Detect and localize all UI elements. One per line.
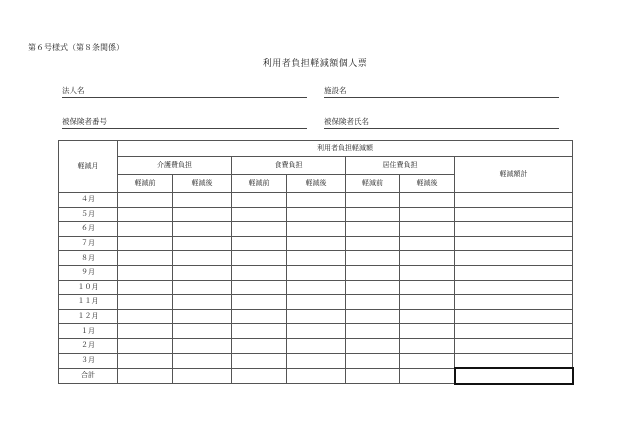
total-reduction-cell[interactable]: [455, 222, 573, 237]
amount-cell[interactable]: [232, 222, 287, 237]
amount-cell[interactable]: [346, 353, 400, 368]
amount-cell[interactable]: [400, 251, 455, 266]
amount-cell[interactable]: [287, 222, 346, 237]
amount-cell[interactable]: [400, 295, 455, 310]
amount-cell[interactable]: [173, 222, 232, 237]
amount-cell[interactable]: [232, 338, 287, 353]
total-reduction-cell[interactable]: [455, 207, 573, 222]
amount-cell[interactable]: [346, 295, 400, 310]
amount-cell[interactable]: [118, 236, 173, 251]
amount-cell[interactable]: [173, 309, 232, 324]
month-row: [59, 236, 573, 251]
month-label: ５月: [59, 207, 118, 222]
amount-cell[interactable]: [346, 207, 400, 222]
amount-cell[interactable]: [287, 368, 346, 384]
insured-name-field[interactable]: [324, 116, 559, 129]
total-reduction-header: 軽減額計: [455, 157, 573, 193]
amount-cell[interactable]: [287, 324, 346, 339]
month-label: ３月: [59, 353, 118, 368]
amount-cell[interactable]: [118, 222, 173, 237]
total-label: 合計: [59, 368, 118, 384]
amount-cell[interactable]: [118, 368, 173, 384]
amount-cell[interactable]: [118, 295, 173, 310]
amount-cell[interactable]: [287, 207, 346, 222]
amount-cell[interactable]: [287, 251, 346, 266]
amount-cell[interactable]: [173, 280, 232, 295]
amount-cell[interactable]: [232, 236, 287, 251]
amount-cell[interactable]: [346, 368, 400, 384]
amount-cell[interactable]: [400, 222, 455, 237]
before-header: 軽減前: [118, 175, 173, 193]
amount-cell[interactable]: [346, 251, 400, 266]
amount-cell[interactable]: [400, 353, 455, 368]
corporation-label: 法人名: [62, 86, 85, 95]
amount-cell[interactable]: [173, 353, 232, 368]
month-label: ８月: [59, 251, 118, 266]
amount-cell[interactable]: [400, 265, 455, 280]
amount-cell[interactable]: [287, 353, 346, 368]
amount-cell[interactable]: [400, 236, 455, 251]
amount-cell[interactable]: [346, 280, 400, 295]
group-header: 利用者負担軽減額: [118, 141, 573, 157]
amount-cell[interactable]: [173, 338, 232, 353]
amount-cell[interactable]: [118, 324, 173, 339]
month-label: ９月: [59, 265, 118, 280]
month-row: [59, 338, 573, 353]
form-number: 第６号様式（第８条関係）: [28, 43, 124, 52]
total-reduction-cell[interactable]: [455, 353, 573, 368]
total-reduction-cell[interactable]: [455, 309, 573, 324]
month-row: [59, 193, 573, 208]
amount-cell[interactable]: [287, 236, 346, 251]
amount-cell[interactable]: [118, 353, 173, 368]
month-row: [59, 251, 573, 266]
month-row: [59, 309, 573, 324]
total-reduction-cell[interactable]: [455, 368, 573, 384]
amount-cell[interactable]: [232, 251, 287, 266]
amount-cell[interactable]: [400, 324, 455, 339]
month-row: [59, 265, 573, 280]
amount-cell[interactable]: [232, 309, 287, 324]
amount-cell[interactable]: [287, 193, 346, 208]
amount-cell[interactable]: [400, 193, 455, 208]
after-header: 軽減後: [173, 175, 232, 193]
amount-cell[interactable]: [287, 295, 346, 310]
amount-cell[interactable]: [232, 353, 287, 368]
amount-cell[interactable]: [173, 265, 232, 280]
month-row: [59, 324, 573, 339]
month-label: ２月: [59, 338, 118, 353]
amount-cell[interactable]: [232, 193, 287, 208]
amount-cell[interactable]: [173, 295, 232, 310]
food-cost-header: 食費負担: [232, 157, 346, 175]
amount-cell[interactable]: [118, 193, 173, 208]
amount-cell[interactable]: [287, 280, 346, 295]
amount-cell[interactable]: [232, 207, 287, 222]
amount-cell[interactable]: [346, 193, 400, 208]
amount-cell[interactable]: [400, 338, 455, 353]
care-cost-header: 介護費負担: [118, 157, 232, 175]
month-row: [59, 295, 573, 310]
amount-cell[interactable]: [287, 338, 346, 353]
amount-cell[interactable]: [118, 338, 173, 353]
amount-cell[interactable]: [287, 309, 346, 324]
amount-cell[interactable]: [118, 251, 173, 266]
month-row: [59, 353, 573, 368]
amount-cell[interactable]: [173, 251, 232, 266]
amount-cell[interactable]: [173, 193, 232, 208]
document-title: 利用者負担軽減額個人票: [262, 59, 368, 69]
amount-cell[interactable]: [173, 207, 232, 222]
insured-number-field[interactable]: [62, 116, 307, 129]
month-label: ４月: [59, 193, 118, 208]
amount-cell[interactable]: [400, 280, 455, 295]
facility-label: 施設名: [324, 86, 347, 95]
total-reduction-cell[interactable]: [455, 193, 573, 208]
amount-cell[interactable]: [346, 324, 400, 339]
amount-cell[interactable]: [400, 207, 455, 222]
before-header: 軽減前: [346, 175, 400, 193]
amount-cell[interactable]: [232, 265, 287, 280]
amount-cell[interactable]: [118, 309, 173, 324]
table-body: [59, 193, 573, 384]
month-row: [59, 222, 573, 237]
amount-cell[interactable]: [287, 265, 346, 280]
amount-cell[interactable]: [118, 280, 173, 295]
amount-cell[interactable]: [346, 222, 400, 237]
total-row: [59, 368, 573, 384]
amount-cell[interactable]: [346, 236, 400, 251]
amount-cell[interactable]: [118, 265, 173, 280]
amount-cell[interactable]: [173, 368, 232, 384]
amount-cell[interactable]: [173, 236, 232, 251]
month-row: [59, 280, 573, 295]
amount-cell[interactable]: [400, 309, 455, 324]
amount-cell[interactable]: [232, 280, 287, 295]
month-label: １２月: [59, 309, 118, 324]
insured-name-label: 被保険者氏名: [324, 117, 369, 126]
month-row: [59, 207, 573, 222]
reduction-table: [58, 140, 574, 385]
total-reduction-cell[interactable]: [455, 251, 573, 266]
amount-cell[interactable]: [173, 324, 232, 339]
total-reduction-cell[interactable]: [455, 236, 573, 251]
amount-cell[interactable]: [232, 295, 287, 310]
insured-number-label: 被保険者番号: [62, 117, 107, 126]
after-header: 軽減後: [287, 175, 346, 193]
month-label: １１月: [59, 295, 118, 310]
total-reduction-cell[interactable]: [455, 295, 573, 310]
facility-field[interactable]: [324, 85, 559, 98]
total-reduction-cell[interactable]: [455, 338, 573, 353]
after-header: 軽減後: [400, 175, 455, 193]
month-label: ７月: [59, 236, 118, 251]
amount-cell[interactable]: [118, 207, 173, 222]
month-label: １月: [59, 324, 118, 339]
amount-cell[interactable]: [232, 324, 287, 339]
month-header: 軽減月: [59, 141, 118, 193]
total-reduction-cell[interactable]: [455, 324, 573, 339]
amount-cell[interactable]: [346, 309, 400, 324]
amount-cell[interactable]: [232, 368, 287, 384]
total-reduction-cell[interactable]: [455, 280, 573, 295]
month-label: １０月: [59, 280, 118, 295]
before-header: 軽減前: [232, 175, 287, 193]
total-reduction-cell[interactable]: [455, 265, 573, 280]
amount-cell[interactable]: [400, 368, 455, 384]
corporation-field[interactable]: [62, 85, 307, 98]
amount-cell[interactable]: [346, 265, 400, 280]
residence-cost-header: 居住費負担: [346, 157, 455, 175]
amount-cell[interactable]: [346, 338, 400, 353]
month-label: ６月: [59, 222, 118, 237]
